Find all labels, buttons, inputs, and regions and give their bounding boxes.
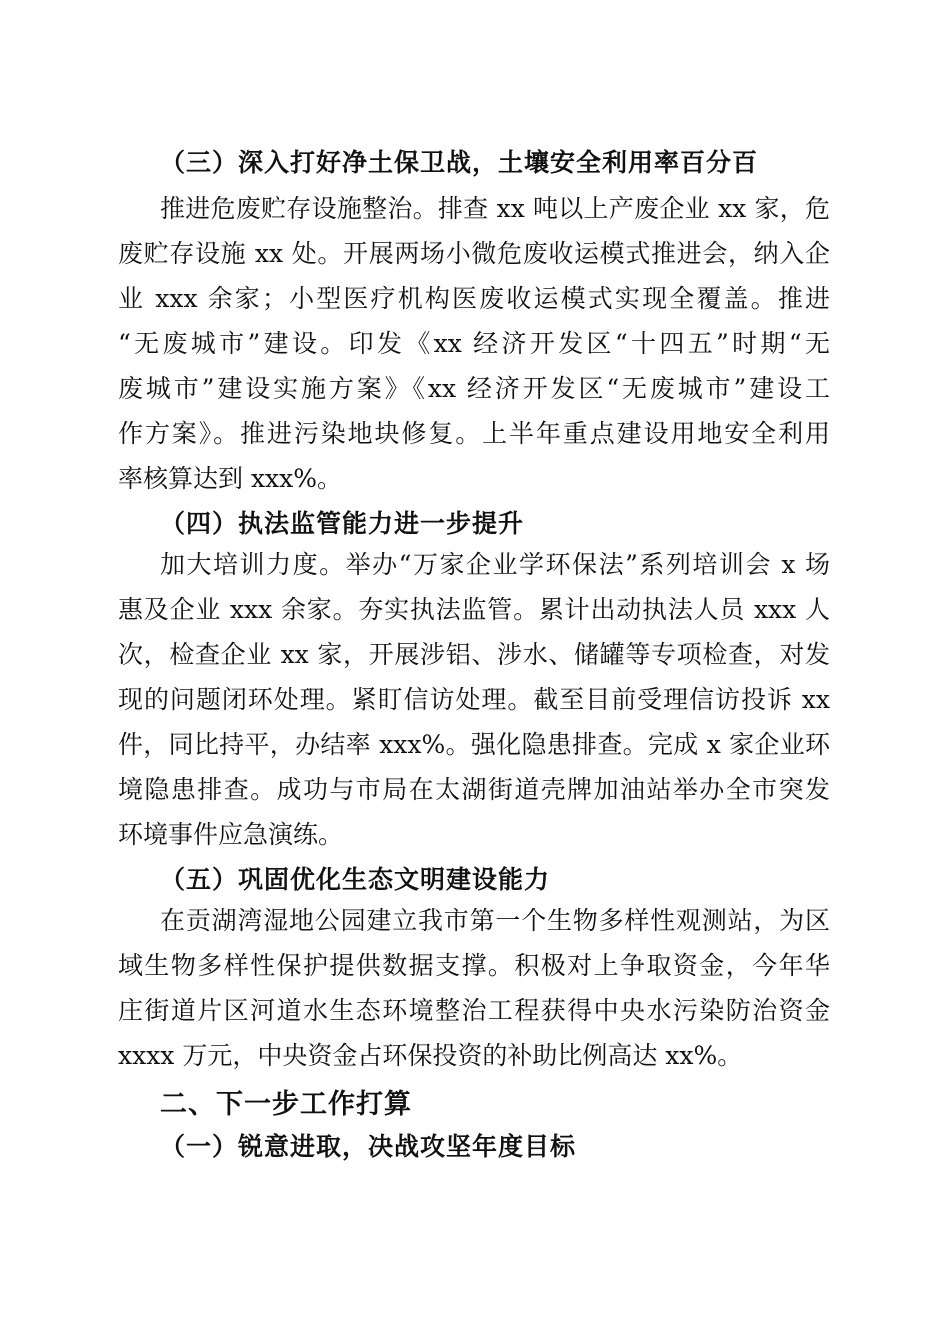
section-heading-2: 二、下一步工作打算 bbox=[160, 1089, 412, 1120]
subsection-heading-3: （三）深入打好净土保卫战，土壤安全利用率百分百 bbox=[160, 148, 759, 177]
paragraph-line: 加大培训力度。举办“万家企业学环保法”系列培训会 x 场 bbox=[160, 550, 830, 579]
subsection-heading-5: （五）巩固优化生态文明建设能力 bbox=[160, 865, 551, 894]
paragraph-line: 惠及企业 xxx 余家。夯实执法监管。累计出动执法人员 xxx 人 bbox=[118, 595, 830, 624]
paragraph-line: “无废城市”建设。印发《xx 经济开发区“十四五”时期“无 bbox=[118, 329, 830, 358]
paragraph-line: 作方案》。推进污染地块修复。上半年重点建设用地安全利用 bbox=[118, 419, 830, 448]
paragraph-5 bbox=[118, 898, 830, 1078]
paragraph-line: 率核算达到 xxx%。 bbox=[118, 464, 342, 493]
paragraph-line: 件，同比持平，办结率 xxx%。强化隐患排查。完成 x 家企业环 bbox=[118, 730, 830, 759]
subsection-heading-4: （四）执法监管能力进一步提升 bbox=[160, 509, 525, 538]
paragraph-line: 庄街道片区河道水生态环境整治工程获得中央水污染防治资金 bbox=[118, 996, 830, 1025]
paragraph-line: 环境事件应急演练。 bbox=[118, 820, 344, 849]
paragraph-line: 推进危废贮存设施整治。排查 xx 吨以上产废企业 xx 家，危 bbox=[160, 194, 830, 223]
paragraph-line: 次，检查企业 xx 家，开展涉铝、涉水、储罐等专项检查，对发 bbox=[118, 640, 830, 669]
paragraph-line: 废贮存设施 xx 处。开展两场小微危废收运模式推进会，纳入企 bbox=[118, 239, 830, 268]
paragraph-line: 境隐患排查。成功与市局在太湖街道壳牌加油站举办全市突发 bbox=[118, 775, 830, 804]
paragraph-line: 域生物多样性保护提供数据支撑。积极对上争取资金，今年华 bbox=[118, 951, 830, 980]
paragraph-4 bbox=[118, 542, 830, 857]
paragraph-line: 业 xxx 余家；小型医疗机构医废收运模式实现全覆盖。推进 bbox=[118, 284, 830, 313]
subsection-heading-next-1: （一）锐意进取，决战攻坚年度目标 bbox=[160, 1132, 577, 1161]
paragraph-3 bbox=[118, 186, 830, 501]
paragraph-line: 在贡湖湾湿地公园建立我市第一个生物多样性观测站，为区 bbox=[160, 906, 830, 935]
paragraph-line: 废城市”建设实施方案》《xx 经济开发区“无废城市”建设工 bbox=[118, 374, 830, 403]
paragraph-line: xxxx 万元，中央资金占环保投资的补助比例高达 xx%。 bbox=[118, 1041, 743, 1070]
paragraph-line: 现的问题闭环处理。紧盯信访处理。截至目前受理信访投诉 xx bbox=[118, 685, 830, 714]
